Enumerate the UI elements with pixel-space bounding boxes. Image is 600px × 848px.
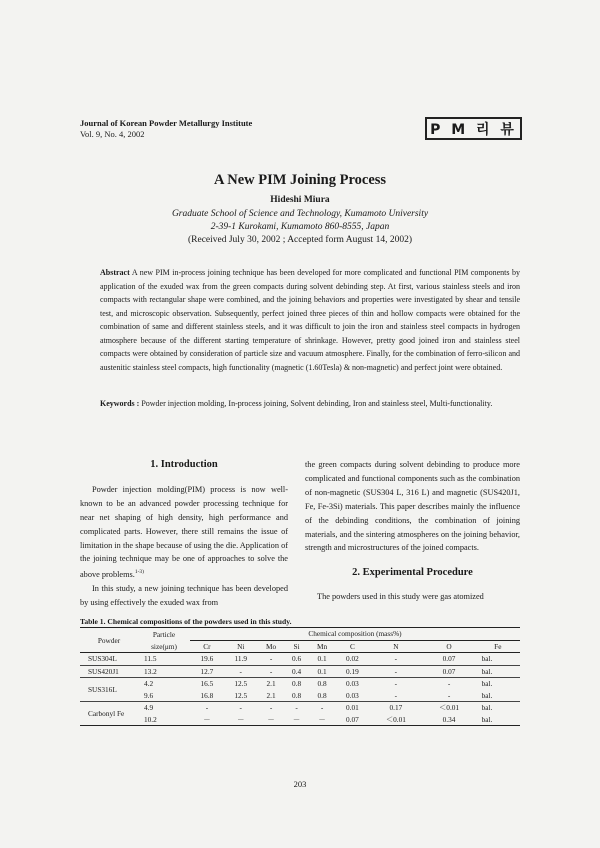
cell-particle-size: 9.6 <box>138 690 190 702</box>
header-element: Mn <box>309 640 336 653</box>
cell-c: 0.07 <box>346 714 359 724</box>
cell-fe: bal. <box>476 653 520 666</box>
cell-mo: － <box>267 714 275 724</box>
cell-fe: bal. <box>476 690 520 702</box>
cell-mn: 0.1 <box>309 653 336 666</box>
cell-particle-size: 13.2 <box>138 665 190 678</box>
cell-ni: 12.5 <box>224 690 258 702</box>
cell-o: - <box>422 690 475 702</box>
affiliation-line-2: 2-39-1 Kurokami, Kumamoto 860-8555, Japan <box>210 222 390 232</box>
cell-mo: 2.1 <box>266 679 276 689</box>
cell-n: - <box>369 690 422 702</box>
cell-particle-size: 10.2 <box>144 714 157 724</box>
header-chem-composition: Chemical composition (mass%) <box>190 628 520 641</box>
received-dates: (Received July 30, 2002 ; Accepted form August 14, 2002) <box>187 235 412 245</box>
cell-particle-size: 4.2 <box>144 679 154 689</box>
cell-o: 0.07 <box>422 665 475 678</box>
keywords-text: Powder injection molding, In-process joining, Solvent debinding, Iron and stainless steel, Multi-functionality. <box>139 399 493 408</box>
paper-title: A New PIM Joining Process <box>213 172 387 188</box>
intro-heading: 1. Introduction <box>150 459 218 470</box>
experimental-heading: 2. Experimental Procedure <box>352 567 473 579</box>
right-paragraph-1: the green compacts during solvent debinding to produce more complicated and functional components such as the combination of non-magnetic (SUS304 L, 316 L) and magnetic (SUS420J1, Fe, Fe-3Si) materials. This paper describes mainly the influence of the debinding conditions, the combination of joining materials, and the sintering atmospheres on the joining behavior, strength and microstructures of the joined compacts. <box>305 460 520 553</box>
header-element: O <box>422 640 475 653</box>
cell-n: - <box>369 653 422 666</box>
abstract <box>100 266 520 374</box>
cell-mn: 0.1 <box>309 665 336 678</box>
cell-ni: 11.9 <box>224 653 258 666</box>
cell-si: 0.8 <box>285 690 309 702</box>
cell-si: - <box>295 703 298 713</box>
cell-o: 0.34 <box>442 714 456 724</box>
table-row <box>80 678 520 690</box>
cell-ni: 12.5 <box>234 679 248 689</box>
cell-mo: 2.1 <box>258 690 285 702</box>
cell-powder: SUS304L <box>80 653 138 666</box>
cell-si: － <box>292 714 301 724</box>
header-particle-2: size(μm) <box>138 640 190 653</box>
cell-powder: SUS316L <box>80 678 138 702</box>
header-element: N <box>369 640 422 653</box>
cell-mo: - <box>258 665 285 678</box>
header-element: C <box>336 640 370 653</box>
cell-o: ＜0.01 <box>439 703 460 713</box>
table-row <box>80 702 520 714</box>
header-particle-1: Particle <box>152 629 176 639</box>
header-element: Fe <box>476 640 520 653</box>
cell-o: - <box>447 679 451 689</box>
keywords <box>100 397 520 411</box>
abstract-label: Abstract <box>100 268 130 277</box>
abstract-text: A new PIM in-process joining technique has been developed for more complicated and functional PIM components by application of the exuded wax from the green compacts during solvent debinding step. At first, various stainless steels and iron compacts with rectangular shape were combined, and the joining behaviors and properties were investigated by shear and tensile test, and microscopic observation. Subsequently, perfect joined three pieces of thin and hollow compacts were obtained for the combination of same and different stainless steels, and it was difficult to join the iron and stainless steel compacts in hydrogen atmosphere because of the different starting temperature of shrinkage. However, pretty good joined iron and stainless steel compacts were obtained by consideration of particle size and vacuum atmosphere. Finally, for the combination of ferro-silicon and austenitic stainless steel compacts, high functionality (magnetic (1.60Tesla) & non-magnetic) and perfect joint were obtained. <box>100 268 520 372</box>
cell-cr: 16.8 <box>190 690 224 702</box>
experimental-paragraph-1: The powders used in this study were gas atomized <box>317 592 484 602</box>
cell-n: - <box>394 679 398 689</box>
page-number: 203 <box>293 779 307 789</box>
cell-c: 0.03 <box>346 679 359 689</box>
cell-c: 0.02 <box>336 653 370 666</box>
cell-ni: － <box>237 714 245 724</box>
cell-c: 0.03 <box>336 690 370 702</box>
cell-c: 0.19 <box>336 665 370 678</box>
table-row <box>80 714 520 726</box>
cell-powder: Carbonyl Fe <box>88 709 125 718</box>
cell-fe: bal. <box>481 714 493 724</box>
intro-reference: 1-3) <box>134 569 145 576</box>
cell-o: 0.07 <box>422 653 475 666</box>
cell-cr: - <box>205 703 209 713</box>
affiliation-line-1: Graduate School of Science and Technology, Kumamoto University <box>171 209 429 219</box>
journal-volume: Vol. 9, No. 4, 2002 <box>80 129 145 139</box>
header-powder: Powder <box>80 628 138 653</box>
cell-cr: 12.7 <box>190 665 224 678</box>
cell-mn: 0.8 <box>309 690 336 702</box>
cell-fe: bal. <box>481 703 493 713</box>
cell-fe: bal. <box>476 665 520 678</box>
journal-name: Journal of Korean Powder Metallurgy Institute <box>80 118 253 128</box>
cell-cr: － <box>203 714 211 724</box>
intro-paragraph-1 <box>80 483 288 582</box>
intro-paragraph-1-text: Powder injection molding(PIM) process is now well-known to be an advanced powder processing technique for near net shaping of high density, high performance and complicated parts. However, there still remains the issue of limitation in the shape because of using the die. Application of the joining technique may be one of approaches to solve the above problems. <box>80 484 288 580</box>
section-badge: P M 리 뷰 <box>425 117 522 140</box>
paper-author: Hideshi Miura <box>270 195 330 205</box>
chemical-composition-table <box>80 627 520 726</box>
cell-ni: - <box>224 665 258 678</box>
cell-mo: - <box>269 703 273 713</box>
keywords-label: Keywords : <box>100 399 140 408</box>
table-row <box>80 653 520 666</box>
table-row <box>80 690 520 702</box>
cell-n: 0.17 <box>389 703 403 713</box>
left-column <box>80 458 288 610</box>
table-caption: Table 1. Chemical compositions of the powders used in this study. <box>80 617 292 626</box>
cell-si: 0.6 <box>285 653 309 666</box>
cell-powder: SUS420J1 <box>80 665 138 678</box>
journal-header <box>80 118 252 140</box>
cell-si: 0.4 <box>285 665 309 678</box>
header-element: Ni <box>224 640 258 653</box>
cell-ni: - <box>239 703 242 713</box>
cell-mn: - <box>320 703 324 713</box>
cell-si: 0.8 <box>292 679 302 689</box>
cell-fe: bal. <box>481 679 493 689</box>
table-row <box>80 665 520 678</box>
intro-paragraph-2: In this study, a new joining technique has been developed by using effectively the exuded wax from <box>80 584 288 607</box>
cell-n: ＜0.01 <box>385 714 406 724</box>
cell-cr: 19.6 <box>190 653 224 666</box>
cell-c: 0.01 <box>346 703 359 713</box>
cell-mn: 0.8 <box>317 679 327 689</box>
header-element: Cr <box>190 640 224 653</box>
right-column <box>305 458 520 604</box>
cell-mn: － <box>318 714 326 724</box>
header-element: Mo <box>258 640 285 653</box>
cell-particle-size: 11.5 <box>138 653 190 666</box>
cell-mo: - <box>258 653 285 666</box>
cell-particle-size: 4.9 <box>144 703 154 713</box>
cell-cr: 16.5 <box>200 679 214 689</box>
cell-n: - <box>369 665 422 678</box>
header-element: Si <box>285 640 309 653</box>
